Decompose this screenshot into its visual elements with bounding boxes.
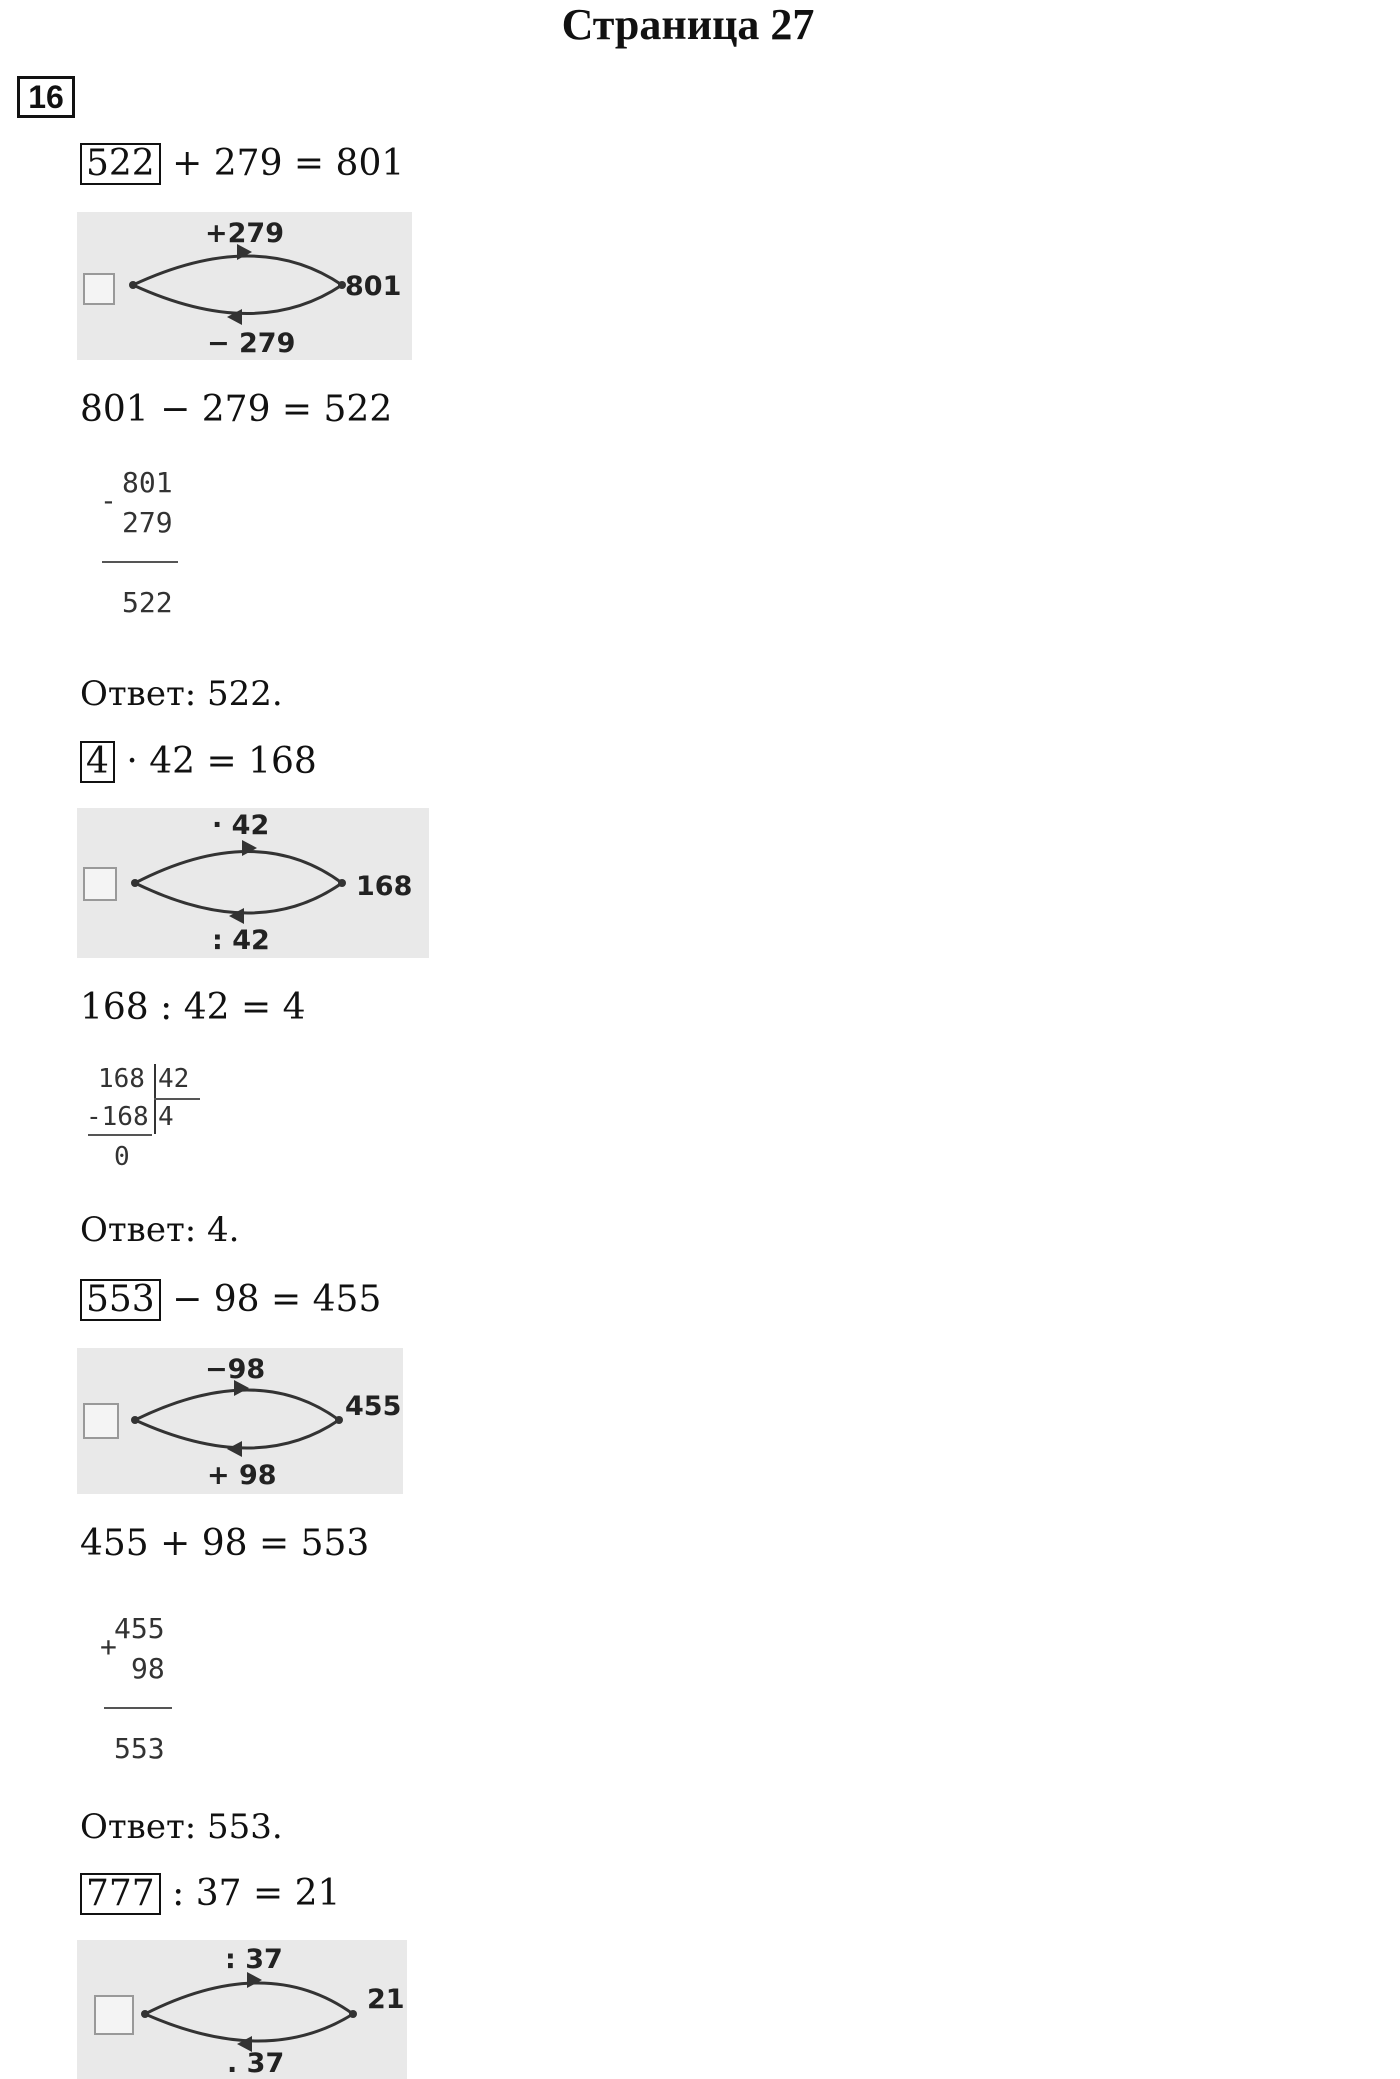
answer-box: 522 — [80, 143, 161, 185]
column-operand-a: 801 — [122, 466, 173, 499]
column-addition — [90, 1610, 210, 1770]
division-divisor: 42 — [158, 1064, 190, 1094]
equation-rest: + 279 = 801 — [172, 143, 405, 184]
answer-3: Ответ: 553. — [80, 1807, 283, 1847]
answer-2: Ответ: 4. — [80, 1210, 240, 1250]
inverse-diagram-4 — [77, 1940, 407, 2079]
end-value-label: 801 — [345, 271, 402, 302]
unknown-square — [95, 1996, 133, 2034]
arrowhead-forward — [242, 840, 257, 856]
forward-arc — [135, 852, 342, 884]
equation-rest: : 37 = 21 — [172, 1873, 341, 1914]
top-operation-label: −98 — [205, 1354, 266, 1385]
equation-rest: − 98 = 455 — [172, 1279, 382, 1320]
column-result: 553 — [114, 1732, 165, 1765]
division-remainder: 0 — [114, 1142, 130, 1172]
forward-arc — [133, 256, 342, 285]
top-operation-label: : 37 — [225, 1944, 283, 1975]
unknown-square — [84, 1404, 118, 1438]
division-dividend: 168 — [98, 1064, 145, 1094]
page-title: Страница 27 — [561, 0, 815, 49]
equation-2 — [80, 740, 317, 784]
inverse-diagram-2 — [77, 808, 429, 958]
inverse-equation-3: 455 + 98 = 553 — [80, 1523, 370, 1564]
bottom-operation-label: + 98 — [207, 1460, 277, 1491]
inverse-equation-2: 168 : 42 = 4 — [80, 987, 306, 1028]
bottom-operation-label: : 42 — [212, 925, 270, 956]
arrowhead-backward — [227, 1441, 242, 1457]
answer-1: Ответ: 522. — [80, 674, 283, 714]
top-operation-label: +279 — [205, 218, 284, 249]
answer-box: 553 — [80, 1279, 161, 1321]
arrowhead-backward — [229, 908, 244, 924]
bottom-operation-label: . 37 — [227, 2048, 285, 2079]
column-subtraction — [90, 462, 210, 622]
column-operand-b: 279 — [122, 506, 173, 539]
task-number: 16 — [17, 76, 75, 118]
equation-3 — [80, 1278, 381, 1322]
column-sign: + — [100, 1630, 117, 1663]
long-division — [84, 1062, 214, 1182]
equation-1 — [80, 142, 404, 186]
backward-arc — [133, 285, 342, 314]
column-line — [102, 561, 178, 563]
column-operand-a: 455 — [114, 1612, 165, 1645]
equation-4 — [80, 1872, 340, 1916]
answer-box: 777 — [80, 1873, 161, 1915]
division-quotient: 4 — [158, 1102, 174, 1132]
end-value-label: 21 — [367, 1984, 405, 2015]
answer-box: 4 — [80, 741, 115, 783]
unknown-square — [84, 868, 116, 900]
inverse-equation-1: 801 − 279 = 522 — [80, 389, 393, 430]
division-top-line — [154, 1098, 200, 1100]
column-operand-b: 98 — [131, 1652, 165, 1685]
unknown-square — [84, 274, 114, 304]
forward-arc — [145, 1983, 353, 2014]
end-value-label: 168 — [356, 871, 413, 902]
column-sign: - — [100, 484, 117, 517]
top-operation-label: · 42 — [212, 810, 270, 841]
inverse-diagram-3 — [77, 1348, 403, 1494]
inverse-diagram-1 — [77, 212, 412, 360]
end-value-label: 455 — [345, 1391, 402, 1422]
backward-arc — [135, 883, 342, 913]
division-subtrahend: -168 — [86, 1102, 149, 1132]
bottom-operation-label: − 279 — [207, 328, 296, 359]
column-result: 522 — [122, 586, 173, 619]
forward-arc — [135, 1390, 339, 1420]
column-line — [104, 1707, 172, 1709]
division-underline — [88, 1134, 152, 1136]
backward-arc — [145, 2014, 353, 2041]
equation-rest: · 42 = 168 — [126, 741, 317, 782]
